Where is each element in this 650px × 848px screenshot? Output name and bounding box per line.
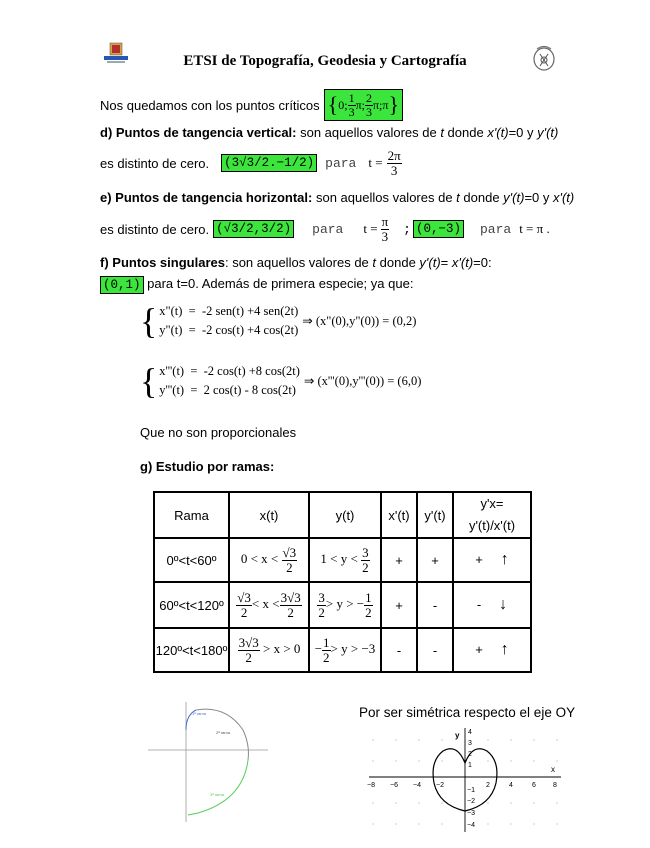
table-header: y'(t) [417,492,453,538]
arrow-up-icon: ↑ [500,551,509,568]
y-tick: 2 [468,751,472,758]
full-curve-graph [365,725,565,835]
second-derivative-system: { x"(t) = -2 sen(t) +4 sen(2t) y"(t) = -2 cos(t) +4 cos(2t) ⇒ (x"(0),y"(0)) = (0,2) [140,301,417,341]
branch-label: 3ª rama [210,792,224,797]
branches-graph [148,700,270,825]
criticos-text: Nos quedamos con los puntos críticos [100,97,320,113]
section-e-line2: es distinto de cero. (√3/2,3/2) para t = $\frac{\pi}{3}$ ; (0,−3) para t = π . [100,213,550,244]
section-f-line1: f) Puntos singulares: son aquellos valores de t donde y'(t)= x'(t)=0: [100,255,492,270]
section-f-heading: f) Puntos singulares [100,255,225,270]
x-tick: 4 [509,782,513,789]
horizontal-tangent-point-1: (√3/2,3/2) [213,220,294,238]
third-derivative-system: { x'''(t) = -2 cos(t) +8 cos(2t) y'''(t) = 2 cos(t) - 8 cos(2t) ⇒ (x'''(0),y'''(0)) = (6,0) [140,361,422,401]
y-tick: 4 [468,729,472,736]
right-crest [532,44,556,72]
section-d-line2: es distinto de cero. (3√3/2.−1/2) para t = $\frac{2\pi}{3}$ [100,147,401,178]
branch-label: 2ª rama [216,730,230,735]
criticos-set: { 0; $\frac{1}{3}$ π; $\frac{2}{3}$ π;π } [324,89,403,121]
symmetry-text: Por ser simétrica respecto el eje OY [359,705,576,720]
section-f-line2: (0,1) para t=0. Además de primera especie; ya que: [100,276,413,292]
arrow-down-icon: ↓ [499,596,508,613]
x-tick: −8 [367,782,375,789]
section-d-line1: d) Puntos de tangencia vertical: son aquellos valores de t donde x'(t)=0 y y'(t) [100,125,559,140]
branch-label: 1ª rama [192,711,206,716]
table-header-row [154,492,531,538]
x-tick: −4 [413,782,421,789]
section-d-heading: d) Puntos de tangencia vertical: [100,125,297,140]
x-tick: 6 [532,782,536,789]
x-tick: −2 [436,782,444,789]
table-row: 0º<t<60º 0 < x < $\frac{√3}{2}$ 1 < y < $\frac{3}{2}$ + + + ↑ [154,538,531,582]
table-header: Rama [154,492,229,538]
horizontal-tangent-point-2: (0,−3) [413,220,464,238]
table-header: y(t) [309,492,381,538]
y-tick: −3 [467,810,475,817]
y-tick: −4 [467,822,475,829]
y-tick: 3 [468,740,472,747]
arrow-up-icon: ↑ [500,641,509,658]
table-header: y'x= y'(t)/x'(t) [453,492,531,538]
table-header: x'(t) [381,492,417,538]
singular-point: (0,1) [100,276,144,294]
coat-of-arms-icon [532,44,556,72]
page-title: ETSI de Topografía, Geodesia y Cartografía [183,53,467,69]
y-tick: −1 [467,787,475,794]
y-axis-label: y [455,731,460,740]
y-tick: −2 [467,798,475,805]
y-tick: 1 [468,762,472,769]
criticos-line [100,89,403,121]
table-row: 120º<t<180º $\frac{3√3}{2}$ > x > 0 − $\frac{1}{2}$ > y > −3 - - + ↑ [154,628,531,672]
branches-table [153,491,532,673]
x-tick: 2 [486,782,490,789]
branch-3-curve [188,760,248,815]
table-row: 60º<t<120º $\frac{√3}{2}$ < x < $\frac{3√3}{2}$ $\frac{3}{2}$ > y > − $\frac{1}{2}$ + - - ↓ [154,582,531,628]
table-header: x(t) [229,492,309,538]
x-axis-label: x [551,765,555,774]
vertical-tangent-point: (3√3/2.−1/2) [221,154,317,172]
x-tick: −6 [390,782,398,789]
section-e-line1: e) Puntos de tangencia horizontal: son aquellos valores de t donde y'(t)=0 y x'(t) [100,190,575,205]
x-tick: 8 [553,782,557,789]
section-g-heading: g) Estudio por ramas: [140,459,275,474]
section-e-heading: e) Puntos de tangencia horizontal: [100,190,313,205]
conclusion-text: Que no son proporcionales [140,425,297,440]
